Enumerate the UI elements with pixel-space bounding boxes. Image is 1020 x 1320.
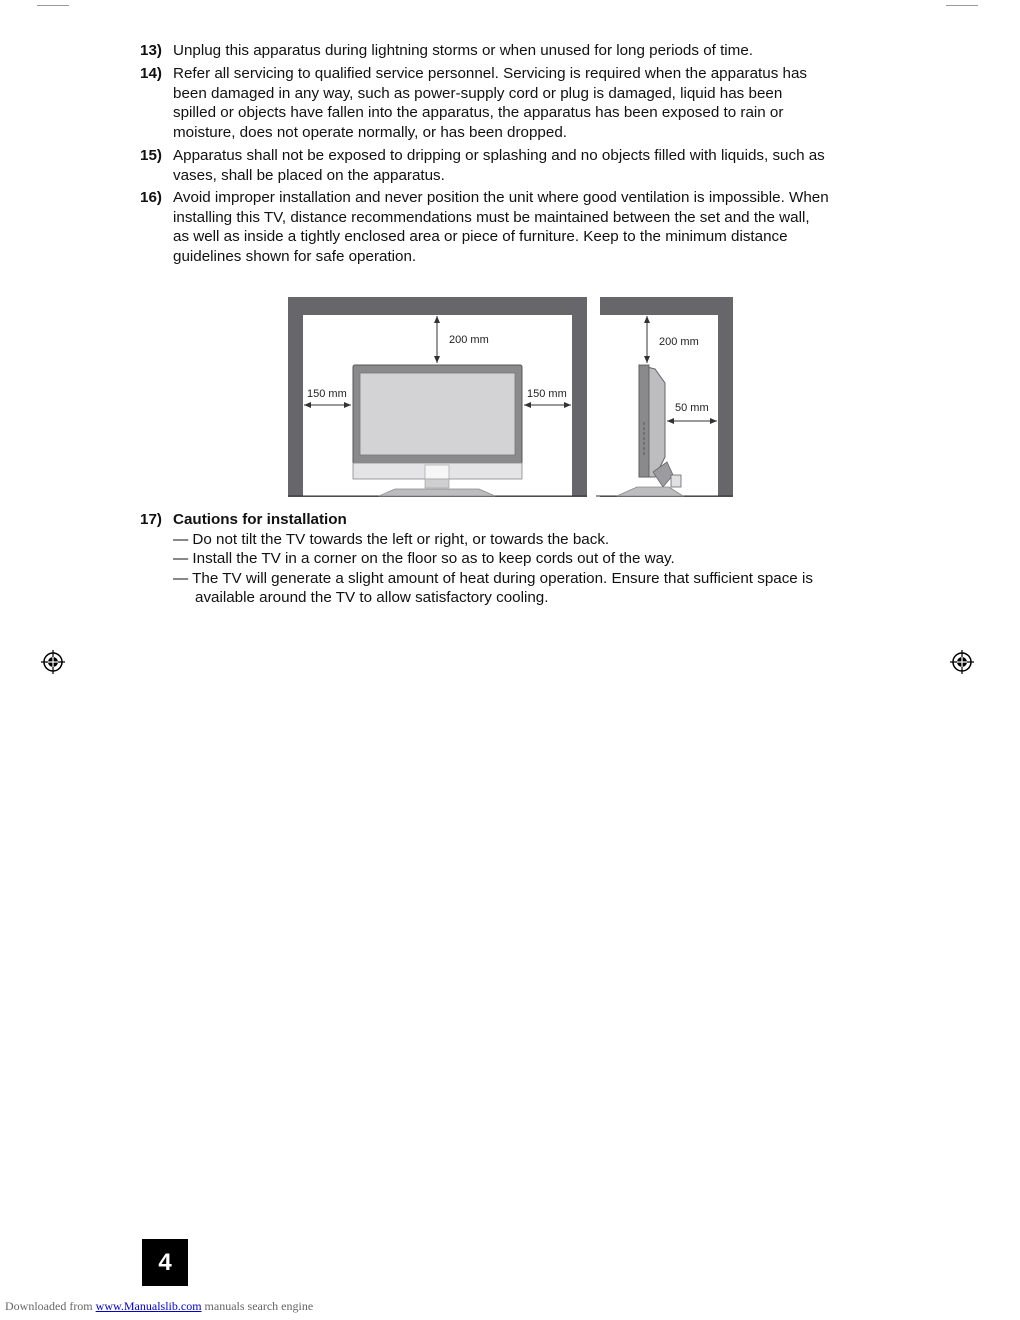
item-number: 13): [140, 42, 162, 59]
side-back-clearance-label: 50 mm: [675, 402, 709, 414]
item-number: 14): [140, 65, 162, 82]
safety-item-14: [140, 64, 900, 142]
section-heading: Cautions for installation: [173, 511, 347, 528]
side-top-clearance-label: 200 mm: [659, 336, 699, 348]
footer-suffix: manuals search engine: [201, 1299, 314, 1313]
item-text-line: Refer all servicing to qualified service personnel. Servicing is required when the apparatus has: [173, 65, 807, 82]
item-text-line: Apparatus shall not be exposed to dripping or splashing and no objects filled with liquids, such as: [173, 147, 825, 164]
caution-bullet-continued: available around the TV to allow satisfactory cooling.: [195, 589, 549, 607]
item-text-line: Avoid improper installation and never position the unit where good ventilation is impossible. When: [173, 189, 829, 206]
item-text-line: installing this TV, distance recommendations must be maintained between the set and the wall,: [173, 208, 810, 226]
item-text-line: Unplug this apparatus during lightning storms or when unused for long periods of time.: [173, 42, 753, 59]
item-text-line: guidelines shown for safe operation.: [173, 247, 417, 265]
item-number: 17): [140, 511, 162, 528]
safety-item-17: [140, 510, 900, 608]
caution-bullet: — Do not tilt the TV towards the left or right, or towards the back.: [173, 530, 610, 548]
front-view: [288, 297, 587, 497]
page-number: 4: [142, 1239, 188, 1286]
registration-mark-icon: [40, 649, 66, 675]
item-number: 15): [140, 147, 162, 164]
item-text-line: spilled or objects have fallen into the apparatus, the apparatus has been exposed to rain or: [173, 104, 784, 122]
registration-mark-icon: [949, 649, 975, 675]
crop-mark-left: [37, 5, 69, 6]
front-top-clearance-label: 200 mm: [449, 334, 489, 346]
item-text-line: vases, shall be placed on the apparatus.: [173, 166, 445, 184]
safety-item-13: [140, 41, 900, 61]
item-text-line: moisture, does not operate normally, or has been dropped.: [173, 123, 567, 141]
download-footer: [5, 1299, 313, 1314]
caution-bullet: — Install the TV in a corner on the floor so as to keep cords out of the way.: [173, 550, 675, 568]
safety-item-16: [140, 188, 900, 266]
safety-item-15: [140, 146, 900, 185]
manualslib-link[interactable]: www.Manualslib.com: [95, 1299, 202, 1313]
tv-front-icon: [353, 365, 522, 496]
crop-mark-right: [946, 5, 978, 6]
front-left-clearance-label: 150 mm: [307, 388, 347, 400]
front-right-clearance-label: 150 mm: [527, 388, 567, 400]
item-text-line: been damaged in any way, such as power-supply cord or plug is damaged, liquid has been: [173, 84, 783, 102]
item-number: 16): [140, 189, 162, 206]
caution-bullet: — The TV will generate a slight amount of heat during operation. Ensure that sufficient space is: [173, 569, 813, 587]
footer-prefix: Downloaded from: [5, 1299, 96, 1313]
clearance-diagram: [287, 297, 735, 499]
item-text-line: as well as inside a tightly enclosed area or piece of furniture. Keep to the minimum distance: [173, 228, 788, 246]
side-view: [596, 297, 733, 497]
